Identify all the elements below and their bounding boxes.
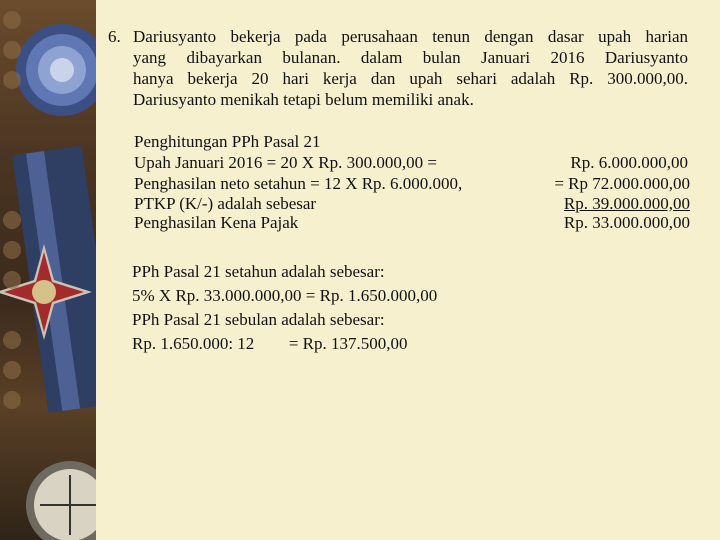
pph-monthly-row	[132, 334, 408, 354]
problem-line: Dariusyanto menikah tetapi belum memiliki anak.	[133, 90, 474, 109]
pph-monthly-result: = Rp. 137.500,00	[288, 334, 408, 353]
calc-label: Penghasilan neto setahun = 12 X Rp. 6.000.000,	[134, 174, 463, 193]
problem-text	[133, 26, 688, 110]
calc-row-ptkp	[134, 194, 690, 214]
calc-label: Penghasilan Kena Pajak	[134, 213, 299, 232]
problem-line: hanya bekerja 20 hari kerja dan upah sehari adalah Rp. 300.000,00.	[133, 69, 688, 88]
pph-line: PPh Pasal 21 setahun adalah sebesar:	[132, 262, 385, 281]
pph-line: 5% X Rp. 33.000.000,00 = Rp. 1.650.000,00	[132, 286, 438, 305]
calc-row-upah	[134, 153, 690, 173]
calc-row-neto	[134, 174, 690, 194]
calc-amount: Rp. 6.000.000,00	[570, 153, 688, 172]
decorative-sidebar	[0, 0, 96, 540]
problem-number: 6.	[108, 27, 121, 46]
slide-content	[96, 0, 720, 540]
problem-statement	[108, 26, 688, 110]
problem-line: yang dibayarkan bulanan. dalam bulan Januari 2016 Dariusyanto	[133, 48, 688, 67]
calc-row-pkp	[134, 213, 690, 233]
calculation-heading: Penghitungan PPh Pasal 21	[134, 132, 321, 151]
pph-monthly-formula: Rp. 1.650.000: 12	[132, 334, 255, 353]
problem-line: Dariusyanto bekerja pada perusahaan tenun dengan dasar upah harian	[133, 27, 688, 46]
calc-amount: Rp. 33.000.000,00	[563, 213, 690, 232]
pph-line: PPh Pasal 21 sebulan adalah sebesar:	[132, 310, 385, 329]
calc-label: PTKP (K/-) adalah sebesar	[134, 194, 317, 213]
calc-label: Upah Januari 2016 = 20 X Rp. 300.000,00 =	[134, 153, 437, 172]
medal-and-compass-illustration	[0, 0, 96, 540]
calc-amount: Rp. 39.000.000,00	[563, 194, 690, 213]
calc-amount: = Rp 72.000.000,00	[554, 174, 690, 193]
